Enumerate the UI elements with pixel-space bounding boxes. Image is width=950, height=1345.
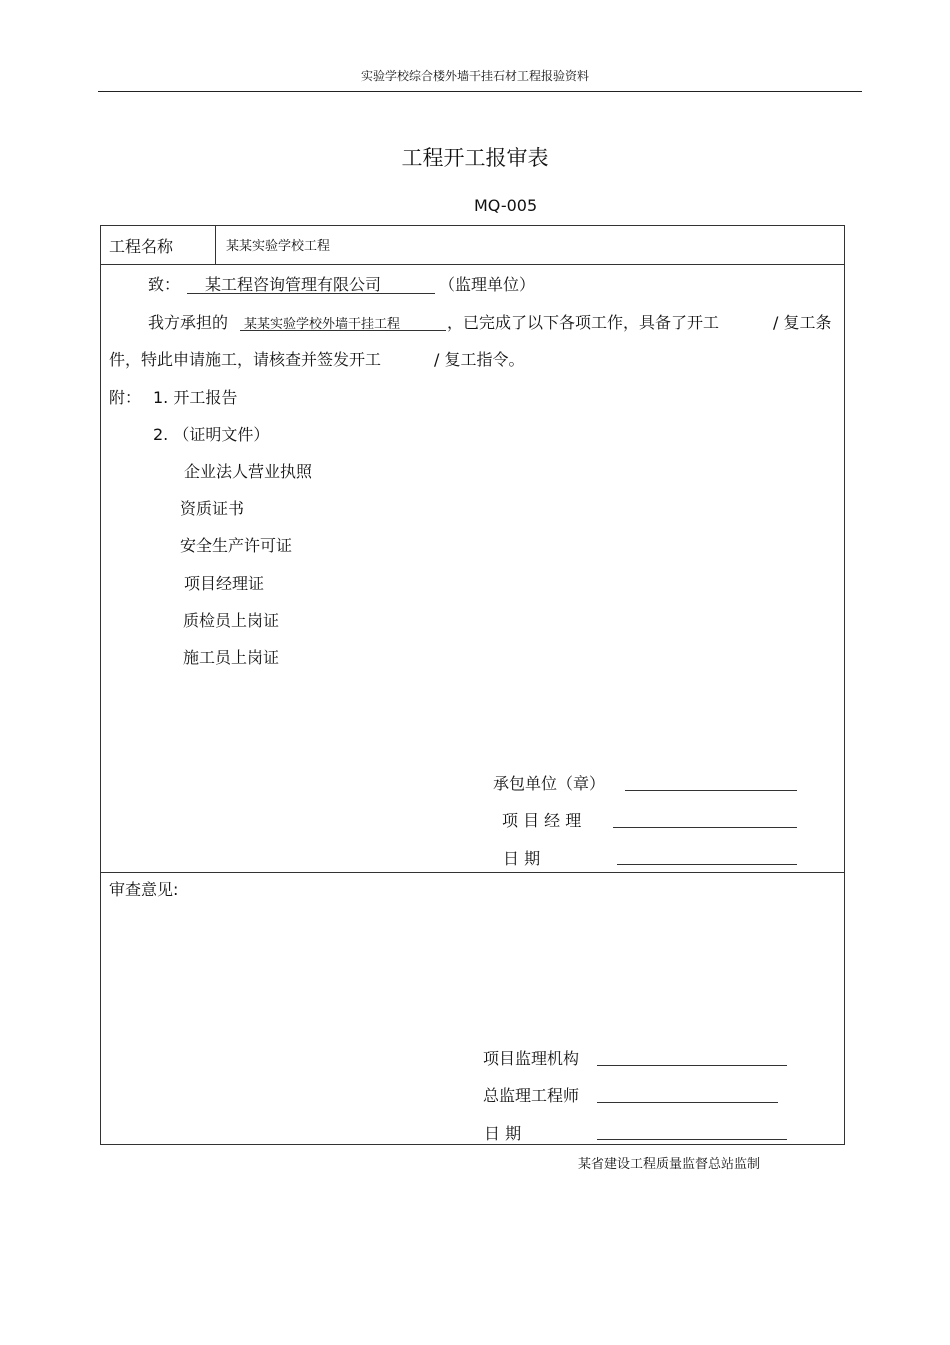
row-divider-1: [101, 264, 844, 265]
body-line2: 件，特此申请施工，请核查并签发开工: [109, 350, 382, 369]
body-line1-end: / 复工条: [773, 313, 832, 332]
attachments-label: 附：: [109, 388, 142, 407]
name-column-divider: [215, 226, 216, 265]
body-project-name: 某某实验学校外墙干挂工程: [244, 317, 401, 332]
start-approval-form-table: [100, 225, 845, 1145]
supervision-org-label: 项目监理机构: [483, 1049, 580, 1068]
contractor-date-line: [617, 864, 797, 865]
certificate-item: 项目经理证: [184, 574, 265, 593]
to-recipient-underline: [187, 293, 435, 294]
chief-engineer-label: 总监理工程师: [483, 1086, 580, 1105]
form-code: MQ-005: [474, 196, 538, 215]
row-divider-2: [101, 872, 844, 873]
contractor-unit-label: 承包单位（章）: [493, 774, 606, 793]
running-header: 实验学校综合楼外墙干挂石材工程报验资料: [360, 69, 589, 83]
project-name-label: 工程名称: [109, 237, 174, 256]
contractor-unit-signature-line: [625, 790, 797, 791]
certificate-item: 质检员上岗证: [183, 611, 280, 630]
body-project-underline: [240, 330, 446, 331]
chief-engineer-signature-line: [597, 1102, 778, 1103]
attachment-item: 2. （证明文件）: [153, 425, 270, 444]
supervision-org-signature-line: [597, 1065, 787, 1066]
footer-note: 某省建设工程质量监督总站监制: [578, 1157, 761, 1172]
body-line1-rest: ，已完成了以下各项工作，具备了开工: [447, 313, 720, 332]
project-manager-signature-line: [613, 827, 797, 828]
to-prefix: 致：: [148, 275, 181, 294]
project-manager-label: 项 目 经 理: [502, 811, 582, 830]
to-suffix: （监理单位）: [439, 275, 536, 294]
project-name-value: 某某实验学校工程: [226, 239, 331, 254]
supervisor-date-line: [597, 1139, 787, 1140]
certificate-item: 施工员上岗证: [183, 648, 280, 667]
header-divider: [98, 91, 862, 92]
body-prefix: 我方承担的: [148, 313, 229, 332]
certificate-item: 安全生产许可证: [180, 536, 293, 555]
body-line2-end: / 复工指令。: [434, 350, 525, 369]
certificate-item: 企业法人营业执照: [184, 462, 313, 481]
attachment-item: 1. 开工报告: [153, 388, 238, 407]
document-title: 工程开工报审表: [401, 146, 549, 170]
supervisor-date-label: 日 期: [484, 1124, 522, 1143]
contractor-date-label: 日 期: [503, 849, 541, 868]
certificate-item: 资质证书: [180, 499, 245, 518]
to-recipient: 某工程咨询管理有限公司: [205, 275, 382, 294]
review-opinion-label: 审查意见:: [109, 880, 179, 899]
